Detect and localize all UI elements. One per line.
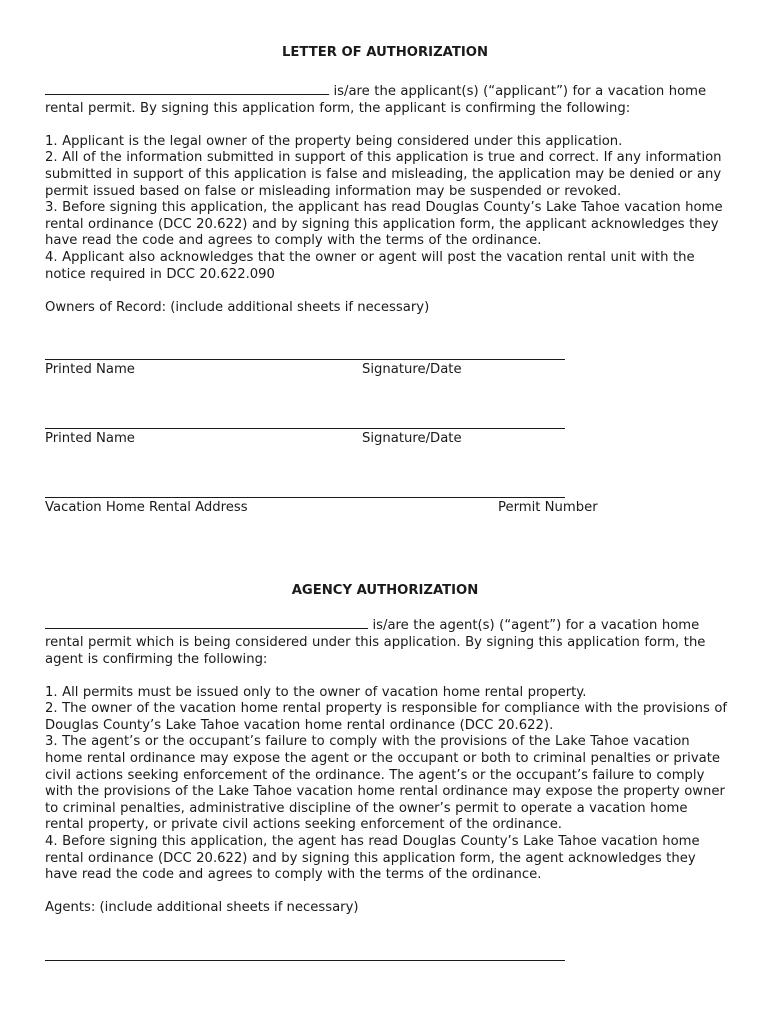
owner-signature-line-1[interactable]: [45, 359, 565, 360]
permit-number-label: Permit Number: [498, 500, 598, 516]
agent-name-blank[interactable]: [45, 616, 368, 629]
signature-date-label: Signature/Date: [362, 431, 462, 447]
document-page: [45, 45, 730, 961]
letter-item: 3. Before signing this application, the applicant has read Douglas County’s Lake Tahoe vacation home rental ordinance (DCC 20.622) and by signing this application form, the applicant acknowledges they have read the code and agrees to comply with the terms of the ordinance.: [45, 200, 728, 249]
letter-items: [45, 134, 730, 283]
rental-address-labels: [45, 500, 730, 517]
rental-address-label: Vacation Home Rental Address: [45, 500, 248, 516]
letter-item: 4. Applicant also acknowledges that the owner or agent will post the vacation rental unit with the notice required in DCC 20.622.090: [45, 249, 700, 282]
agency-item: 3. The agent’s or the occupant’s failure to comply with the provisions of the Lake Tahoe vacation home rental ordinance may expose the agent or the occupant or both to criminal penalties or private civil actions seeking enforcement of the ordinance. The agent’s or the occupant’s failure to comply with the provisions of the Lake Tahoe vacation home rental ordinance may expose the property owner to criminal penalties, administrative discipline of the owner’s permit to operate a vacation home rental property, or private civil actions seeking enforcement of the ordinance.: [45, 734, 730, 833]
letter-item: 1. Applicant is the legal owner of the property being considered under this application.: [45, 133, 623, 149]
agency-item: 2. The owner of the vacation home rental property is responsible for compliance with the provisions of Douglas County’s Lake Tahoe vacation home rental ordinance (DCC 20.622).: [45, 701, 732, 733]
agency-intro-text: is/are the agent(s) (“agent”) for a vacation home rental permit which is being considered under this application. By signing this application form, the agent is confirming the following:: [45, 618, 710, 667]
signature-date-label: Signature/Date: [362, 362, 462, 378]
applicant-name-blank[interactable]: [45, 82, 329, 95]
printed-name-label: Printed Name: [45, 431, 135, 447]
owner-labels-1: [45, 362, 730, 379]
letter-item: 2. All of the information submitted in support of this application is true and correct. If any information submitted in support of this application is false and misleading, the application may be denied or any permit issued based on false or misleading information may be suspended or revoked.: [45, 150, 727, 199]
owners-of-record-label: Owners of Record: (include additional sheets if necessary): [45, 299, 430, 315]
agents-label: Agents: (include additional sheets if necessary): [45, 900, 359, 916]
agency-intro: [45, 616, 730, 668]
agency-title: AGENCY AUTHORIZATION: [291, 583, 479, 599]
agent-signature-line[interactable]: [45, 960, 565, 961]
letter-intro: [45, 82, 730, 117]
agency-item: 4. Before signing this application, the agent has read Douglas County’s Lake Tahoe vacation home rental ordinance (DCC 20.622) and by signing this application form, the agent acknowledges they have read the code and agrees to comply with the terms of the ordinance.: [45, 834, 705, 883]
agency-item: 1. All permits must be issued only to the owner of vacation home rental property.: [45, 684, 587, 700]
owner-labels-2: [45, 431, 730, 448]
rental-address-line[interactable]: [45, 497, 565, 498]
letter-intro-text: is/are the applicant(s) (“applicant”) for a vacation home rental permit. By signing this application form, the applicant is confirming the following:: [45, 84, 711, 116]
agency-items: [45, 685, 730, 884]
letter-title: LETTER OF AUTHORIZATION: [282, 45, 488, 60]
printed-name-label: Printed Name: [45, 362, 135, 378]
owner-signature-line-2[interactable]: [45, 428, 565, 429]
